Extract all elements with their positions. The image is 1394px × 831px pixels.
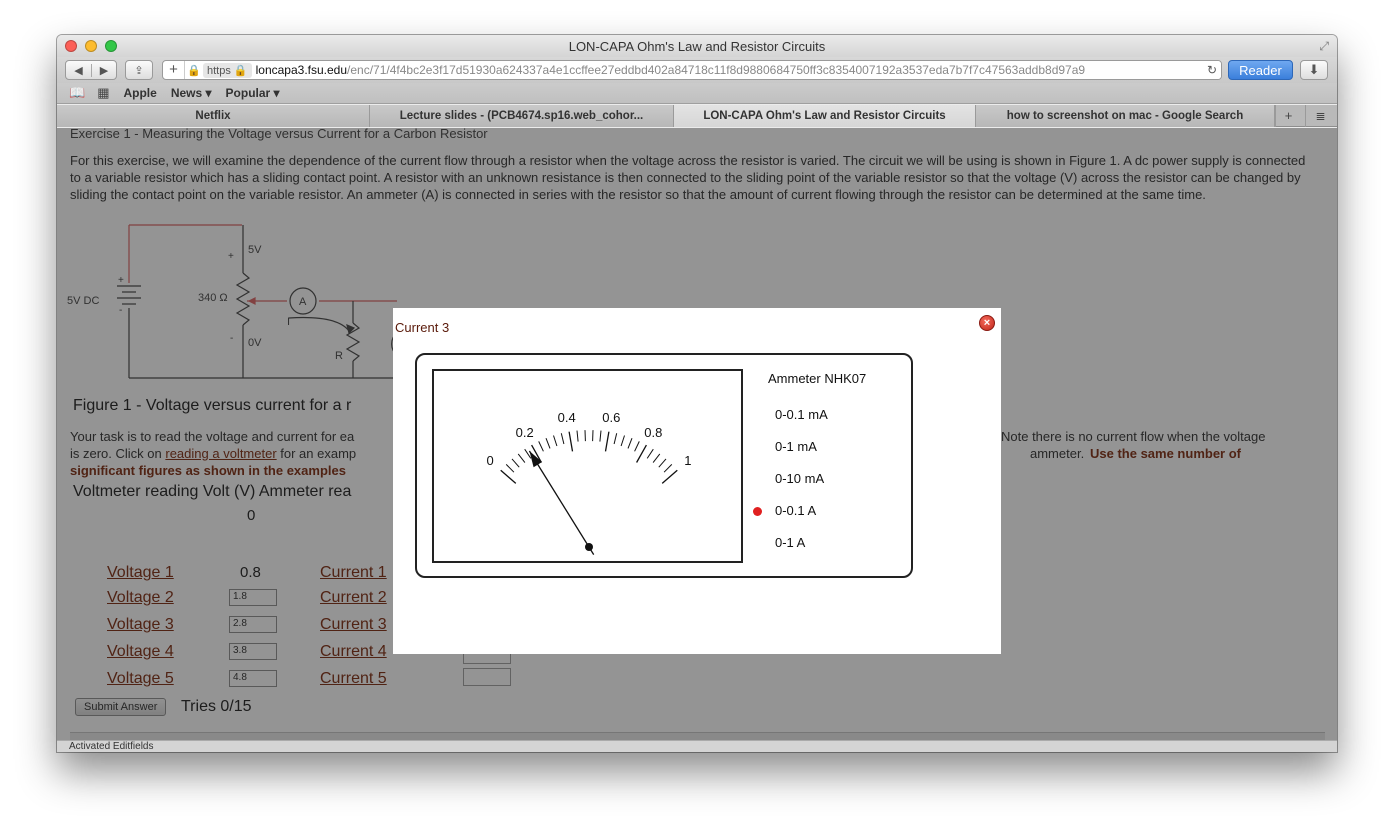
top-voltage-label: 5V bbox=[248, 244, 262, 256]
minor-tick bbox=[539, 441, 544, 451]
url-scheme-badge: https 🔒 bbox=[203, 63, 252, 78]
back-icon[interactable]: ◀ bbox=[74, 64, 83, 77]
tab-google-search[interactable]: how to screenshot on mac - Google Search bbox=[976, 105, 1275, 127]
voltage-3-input[interactable]: 2.8 bbox=[229, 616, 277, 633]
share-button[interactable] bbox=[125, 60, 153, 80]
minor-tick bbox=[621, 436, 624, 447]
reload-icon[interactable]: ↻ bbox=[1203, 61, 1221, 79]
source-minus-label: - bbox=[119, 305, 123, 316]
bookmark-apple[interactable]: Apple bbox=[123, 86, 157, 100]
tab-overview-icon[interactable]: ≣ bbox=[1305, 105, 1335, 127]
voltage-2-link[interactable]: Voltage 2 bbox=[107, 589, 174, 606]
pot-plus-label: + bbox=[228, 251, 234, 262]
minor-tick bbox=[653, 454, 660, 463]
figure-caption: Figure 1 - Voltage versus current for a r bbox=[73, 397, 352, 414]
scale-label: 0.4 bbox=[557, 409, 576, 425]
task-text-2: Note there is no current flow when the voltage bbox=[1001, 429, 1266, 444]
current-symbol-label: I bbox=[287, 316, 291, 328]
voltage-zero: 0 bbox=[247, 507, 256, 524]
nav-buttons bbox=[65, 60, 117, 80]
ammeter-dialog bbox=[393, 308, 1001, 654]
meter-needle bbox=[529, 451, 593, 555]
minor-tick bbox=[525, 449, 531, 458]
tab-netflix[interactable]: Netflix bbox=[57, 105, 370, 127]
voltage-1-link[interactable]: Voltage 1 bbox=[107, 564, 174, 581]
major-tick bbox=[606, 432, 609, 452]
voltage-2-input[interactable]: 1.8 bbox=[229, 589, 277, 606]
minor-tick bbox=[647, 449, 653, 458]
minor-tick bbox=[659, 459, 666, 467]
top-sites-icon[interactable]: ▦ bbox=[97, 85, 110, 100]
meter-name: Ammeter NHK07 bbox=[768, 371, 867, 386]
pot-minus-label: - bbox=[230, 333, 234, 344]
current-2-link[interactable]: Current 2 bbox=[320, 589, 387, 606]
minor-tick bbox=[628, 438, 632, 448]
exercise-title: Exercise 1 - Measuring the Voltage versus Current for a Carbon Resistor bbox=[70, 128, 488, 141]
range-option-0[interactable]: 0-0.1 mA bbox=[775, 407, 828, 422]
fullscreen-icon[interactable]: ⤢ bbox=[1319, 39, 1329, 53]
minor-tick bbox=[518, 454, 525, 463]
intro-paragraph: For this exercise, we will examine the dependence of the current flow through a resistor when the voltage across the resistor is varied. The circuit we will be using is shown in Figure 1. A dc power supply is connected to a variable resistor which has a sliding contact point. A resistor with an unknown resistance is then connected to the sliding point of the variable resistor so that the voltage (V) across the resistor can be changed by sliding the contact point on the variable resistor. An ammeter (A) is connected in series with the resistor so that the amount of current flowing through the resistor can be determined at the same time. bbox=[70, 153, 1306, 202]
scale-label: 0.2 bbox=[515, 424, 534, 440]
download-icon: ⬇ bbox=[1308, 62, 1320, 77]
url-host: loncapa3.fsu.edu bbox=[255, 63, 348, 77]
reading-voltmeter-link[interactable]: reading a voltmeter bbox=[165, 446, 277, 461]
close-dialog-button[interactable]: × bbox=[979, 315, 995, 331]
meter-face bbox=[432, 369, 743, 563]
forward-icon[interactable]: ▶ bbox=[91, 64, 116, 77]
task-text-4: for an examp bbox=[276, 446, 357, 461]
minor-tick bbox=[561, 433, 564, 444]
resistor-label: 340 Ω bbox=[198, 292, 228, 304]
minor-tick bbox=[512, 459, 519, 467]
ammeter-symbol-label: A bbox=[299, 296, 307, 308]
downloads-button[interactable] bbox=[1300, 60, 1328, 80]
minor-tick bbox=[614, 433, 617, 444]
minor-tick bbox=[664, 464, 672, 472]
voltage-4-input[interactable]: 3.8 bbox=[229, 643, 277, 660]
task-text-3: is zero. Click on bbox=[70, 446, 166, 461]
page-content bbox=[57, 128, 1337, 740]
add-bookmark-icon[interactable]: + bbox=[163, 61, 185, 79]
share-icon: ⇪ bbox=[134, 64, 144, 77]
tab-bar bbox=[57, 105, 1337, 127]
source-label: 5V DC bbox=[67, 295, 100, 307]
unknown-resistor-label: R bbox=[335, 350, 343, 362]
scale-label: 0.8 bbox=[644, 424, 663, 440]
current-1-link[interactable]: Current 1 bbox=[320, 564, 387, 581]
bottom-voltage-label: 0V bbox=[248, 337, 262, 349]
major-tick bbox=[569, 432, 572, 452]
window-title: LON-CAPA Ohm's Law and Resistor Circuits bbox=[568, 39, 826, 54]
bookmark-news[interactable]: News ▾ bbox=[170, 86, 212, 100]
tab-lecture-slides[interactable]: Lecture slides - (PCB4674.sp16.web_cohor... bbox=[370, 105, 674, 127]
scale-label: 0.6 bbox=[602, 409, 621, 425]
range-option-1[interactable]: 0-1 mA bbox=[775, 439, 817, 454]
voltage-1-value: 0.8 bbox=[240, 564, 261, 581]
minor-tick bbox=[577, 431, 578, 442]
browser-toolbar bbox=[57, 57, 1337, 83]
site-identity-icon[interactable]: 🔒 bbox=[187, 64, 201, 77]
voltage-4-link[interactable]: Voltage 4 bbox=[107, 643, 174, 660]
ammeter-panel bbox=[415, 353, 913, 578]
status-bar: Activated Editfields bbox=[57, 740, 1337, 752]
dialog-title: Current 3 bbox=[395, 320, 450, 335]
title-bar bbox=[57, 35, 1337, 57]
address-bar[interactable] bbox=[162, 60, 1222, 80]
meter-scale bbox=[434, 371, 741, 561]
task-text-1: Your task is to read the voltage and current for ea bbox=[70, 429, 355, 444]
scale-label: 0 bbox=[486, 453, 494, 469]
minor-tick bbox=[546, 438, 550, 448]
bookmarks-bar bbox=[57, 83, 1337, 104]
table-header: Voltmeter reading Volt (V) Ammeter rea bbox=[73, 483, 352, 500]
voltage-5-link[interactable]: Voltage 5 bbox=[107, 670, 174, 687]
selected-range-indicator bbox=[753, 507, 762, 516]
bookmark-popular[interactable]: Popular ▾ bbox=[225, 86, 280, 100]
range-option-4[interactable]: 0-1 A bbox=[775, 535, 806, 550]
tab-loncapa[interactable]: LON-CAPA Ohm's Law and Resistor Circuits bbox=[674, 105, 976, 127]
voltage-5-input[interactable]: 4.8 bbox=[229, 670, 277, 687]
minor-tick bbox=[635, 441, 640, 451]
url-path: /enc/71/4f4bc2e3f17d51930a624337a4e1ccffee27eddbd402a84718c11f8d9880684750ff3c8354007192a3537eda7b7f7c47563addb8d97a9 bbox=[347, 63, 1086, 77]
task-bold-2: significant figures as shown in the examples bbox=[70, 463, 346, 478]
minor-tick bbox=[600, 431, 601, 442]
tries-counter: Tries 0/15 bbox=[181, 698, 252, 715]
submit-answer-button[interactable]: Submit Answer bbox=[75, 698, 166, 716]
minor-tick bbox=[506, 464, 514, 472]
voltage-3-link[interactable]: Voltage 3 bbox=[107, 616, 174, 633]
range-option-3[interactable]: 0-0.1 A bbox=[775, 503, 817, 518]
range-option-2[interactable]: 0-10 mA bbox=[775, 471, 825, 486]
major-tick bbox=[637, 445, 647, 462]
new-tab-icon[interactable]: + bbox=[1275, 105, 1301, 127]
source-plus-label: + bbox=[118, 275, 124, 286]
current-4-link[interactable]: Current 4 bbox=[320, 643, 387, 660]
minor-tick bbox=[554, 436, 557, 447]
current-5-link[interactable]: Current 5 bbox=[320, 670, 387, 687]
current-3-link[interactable]: Current 3 bbox=[320, 616, 387, 633]
task-bold-1: Use the same number of bbox=[1090, 446, 1241, 461]
reading-list-icon[interactable]: 📖 bbox=[69, 85, 86, 100]
reader-button[interactable]: Reader bbox=[1228, 60, 1293, 80]
browser-window bbox=[57, 35, 1337, 752]
task-text-5: ammeter. bbox=[1030, 446, 1085, 461]
scale-label: 1 bbox=[684, 453, 692, 469]
